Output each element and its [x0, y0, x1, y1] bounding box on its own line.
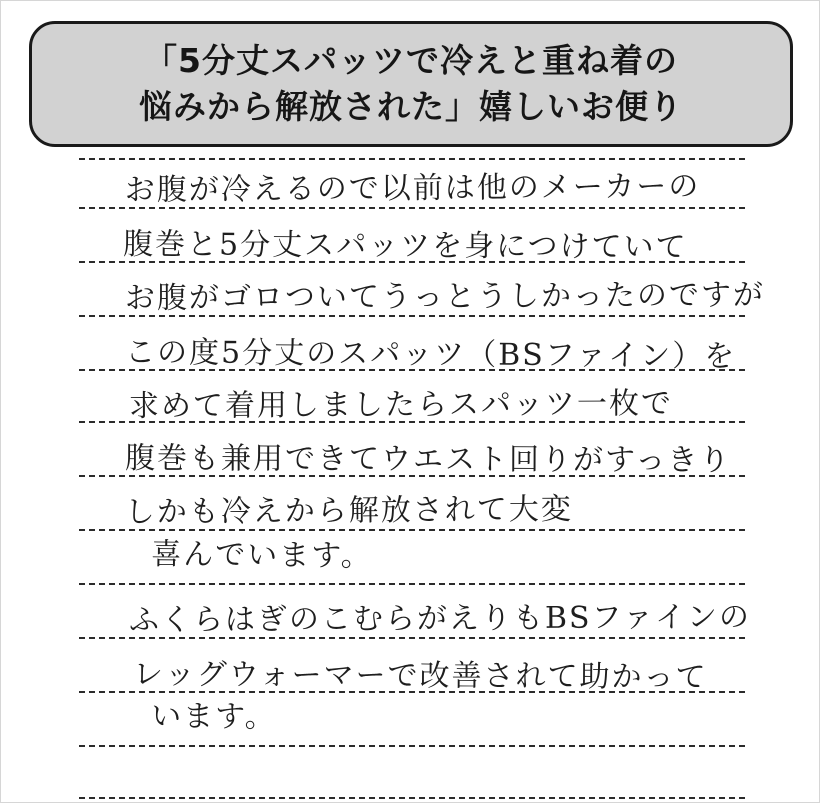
letter-line: レッグウォーマーで改善されて助かって [133, 657, 708, 696]
title-line-1: 「5分丈スパッツで冷えと重ね着の [144, 41, 678, 80]
ruled-line [79, 745, 745, 747]
letter-line: 腹巻と5分丈スパッツを身につけていて [123, 227, 688, 265]
letter-line: お腹がゴロついてうっとうしかったのですが [124, 277, 765, 316]
title-line-2: 悩みから解放された」嬉しいお便り [139, 87, 683, 126]
letter-line: 腹巻も兼用できてウエスト回りがすっきり [125, 441, 732, 479]
letter-line: 喜んでいます。 [151, 537, 373, 574]
ruled-line [79, 158, 745, 160]
ruled-line [79, 583, 745, 585]
letter-line: 求めて着用しましたらスパッツ一枚で [128, 386, 673, 424]
letter-line: ふくらはぎのこむらがえりもBSファインの [128, 599, 751, 638]
letter-line: この度5分丈のスパッツ（BSファイン）を [125, 335, 737, 375]
ruled-line [79, 797, 745, 799]
letter-line: います。 [151, 699, 277, 735]
title-banner [29, 21, 793, 147]
letter-line: お腹が冷えるので以前は他のメーカーの [124, 168, 701, 209]
letter-line: しかも冷えから解放されて大変 [124, 491, 573, 530]
